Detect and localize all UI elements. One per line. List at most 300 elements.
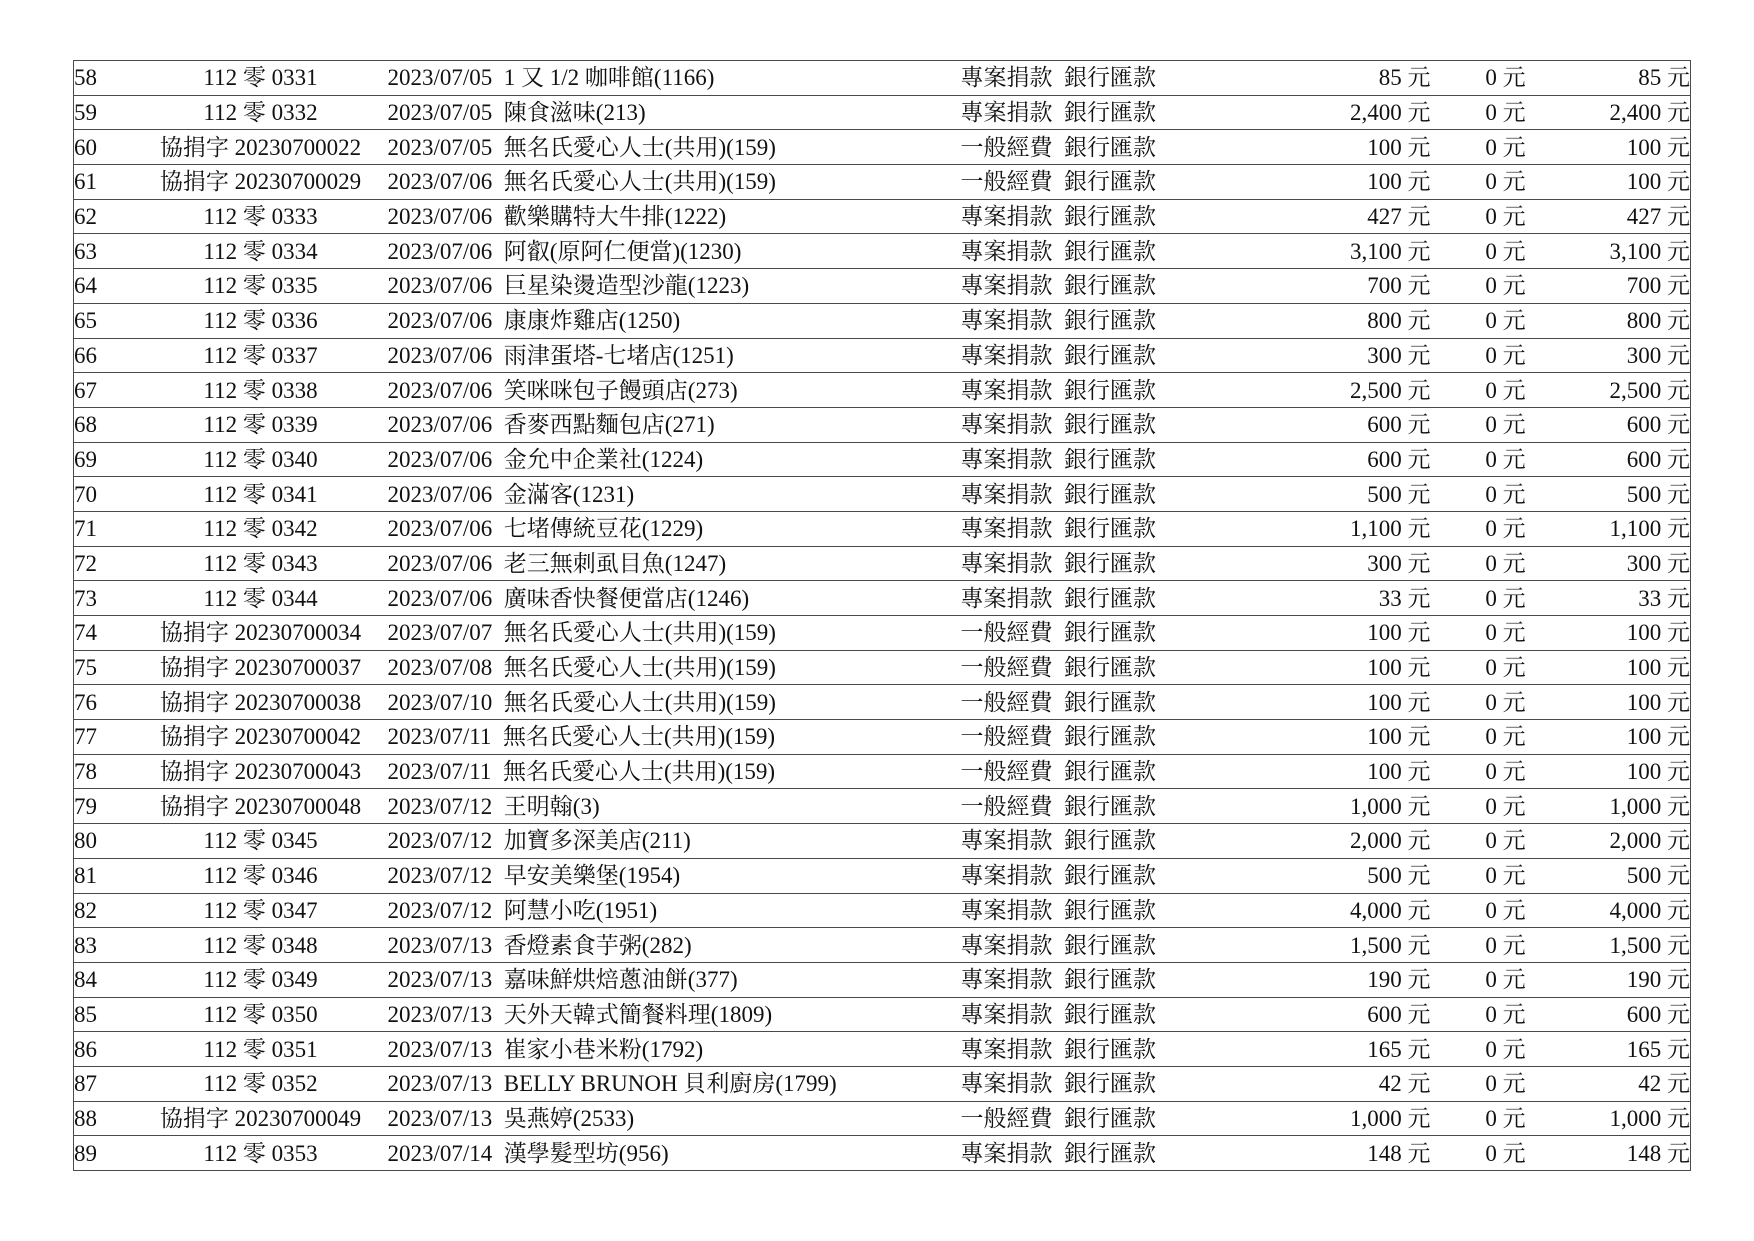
row-number: 58	[74, 61, 134, 96]
fee-amount: 0 元	[1431, 754, 1581, 789]
donation-date: 2023/07/05	[387, 100, 493, 126]
donation-purpose: 一般經費	[960, 620, 1053, 646]
donation-purpose: 專案捐款	[960, 967, 1053, 993]
payment-method: 銀行匯款	[1064, 238, 1156, 264]
net-amount: 100 元	[1581, 616, 1691, 651]
donation-date: 2023/07/13	[387, 1001, 493, 1027]
row-number: 74	[74, 616, 134, 651]
donation-date: 2023/07/12	[387, 897, 493, 923]
table-row	[74, 477, 1691, 512]
row-number: 80	[74, 824, 134, 859]
table-row	[74, 338, 1691, 373]
payment-method: 銀行匯款	[1064, 655, 1156, 681]
payment-method: 銀行匯款	[1064, 65, 1156, 91]
donation-amount: 148 元	[1281, 1136, 1431, 1171]
donation-category	[961, 962, 1281, 997]
row-number: 65	[74, 303, 134, 338]
receipt-number: 112 零 0342	[134, 511, 388, 546]
donor-name: 歡樂購特大牛排(1222)	[503, 204, 727, 230]
fee-amount: 0 元	[1431, 858, 1581, 893]
donor-name: 金允中企業社(1224)	[503, 446, 704, 472]
donor-name: 早安美樂堡(1954)	[503, 863, 681, 889]
donation-purpose: 專案捐款	[960, 1036, 1053, 1062]
donation-description	[388, 1032, 961, 1067]
donation-amount: 85 元	[1281, 61, 1431, 96]
donation-amount: 1,100 元	[1281, 511, 1431, 546]
donation-description	[388, 546, 961, 581]
donor-name: 康康炸雞店(1250)	[503, 308, 681, 334]
net-amount: 85 元	[1581, 61, 1691, 96]
donation-purpose: 一般經費	[960, 759, 1053, 785]
donation-purpose: 專案捐款	[960, 412, 1053, 438]
row-number: 81	[74, 858, 134, 893]
net-amount: 800 元	[1581, 303, 1691, 338]
donor-name: 陳食滋味(213)	[503, 100, 646, 126]
receipt-number: 112 零 0338	[134, 373, 388, 408]
fee-amount: 0 元	[1431, 442, 1581, 477]
net-amount: 190 元	[1581, 962, 1691, 997]
donation-category	[961, 1136, 1281, 1171]
net-amount: 2,500 元	[1581, 373, 1691, 408]
donation-category	[961, 269, 1281, 304]
donation-amount: 42 元	[1281, 1066, 1431, 1101]
donation-date: 2023/07/11	[387, 759, 492, 785]
donation-purpose: 專案捐款	[960, 863, 1053, 889]
donation-category	[961, 165, 1281, 200]
donation-date: 2023/07/05	[387, 134, 493, 160]
fee-amount: 0 元	[1431, 373, 1581, 408]
donation-description	[388, 720, 961, 755]
donation-description	[388, 824, 961, 859]
donation-category	[961, 61, 1281, 96]
table-row	[74, 1066, 1691, 1101]
donation-description	[388, 893, 961, 928]
receipt-number: 協捐字 20230700043	[134, 754, 388, 789]
donation-amount: 300 元	[1281, 546, 1431, 581]
payment-method: 銀行匯款	[1064, 342, 1156, 368]
row-number: 62	[74, 199, 134, 234]
donation-amount: 500 元	[1281, 858, 1431, 893]
donation-purpose: 專案捐款	[960, 932, 1053, 958]
net-amount: 100 元	[1581, 165, 1691, 200]
table-row	[74, 754, 1691, 789]
payment-method: 銀行匯款	[1064, 724, 1156, 750]
donation-category	[961, 130, 1281, 165]
donation-amount: 2,400 元	[1281, 95, 1431, 130]
donation-amount: 100 元	[1281, 165, 1431, 200]
table-row	[74, 1101, 1691, 1136]
payment-method: 銀行匯款	[1064, 967, 1156, 993]
donation-purpose: 專案捐款	[960, 481, 1053, 507]
donation-date: 2023/07/10	[387, 689, 493, 715]
donation-category	[961, 511, 1281, 546]
donor-name: 無名氏愛心人士(共用)(159)	[503, 169, 776, 195]
table-row	[74, 858, 1691, 893]
donor-name: 金滿客(1231)	[503, 481, 635, 507]
donation-date: 2023/07/13	[387, 1105, 493, 1131]
fee-amount: 0 元	[1431, 962, 1581, 997]
payment-method: 銀行匯款	[1064, 932, 1156, 958]
donation-date: 2023/07/05	[387, 65, 493, 91]
donation-category	[961, 373, 1281, 408]
donation-description	[388, 962, 961, 997]
net-amount: 100 元	[1581, 754, 1691, 789]
payment-method: 銀行匯款	[1064, 446, 1156, 472]
table-row	[74, 269, 1691, 304]
fee-amount: 0 元	[1431, 130, 1581, 165]
row-number: 63	[74, 234, 134, 269]
donation-purpose: 專案捐款	[960, 100, 1053, 126]
donation-amount: 3,100 元	[1281, 234, 1431, 269]
table-row	[74, 1136, 1691, 1171]
donation-amount: 100 元	[1281, 650, 1431, 685]
donation-description	[388, 1136, 961, 1171]
donation-date: 2023/07/06	[387, 446, 493, 472]
donation-description	[388, 61, 961, 96]
fee-amount: 0 元	[1431, 928, 1581, 963]
row-number: 75	[74, 650, 134, 685]
donor-name: 雨津蛋塔-七堵店(1251)	[503, 342, 734, 368]
fee-amount: 0 元	[1431, 338, 1581, 373]
receipt-number: 112 零 0345	[134, 824, 388, 859]
row-number: 67	[74, 373, 134, 408]
donation-date: 2023/07/13	[387, 1036, 493, 1062]
donation-description	[388, 789, 961, 824]
fee-amount: 0 元	[1431, 61, 1581, 96]
donation-description	[388, 130, 961, 165]
table-row	[74, 303, 1691, 338]
donor-name: 無名氏愛心人士(共用)(159)	[502, 724, 776, 750]
donor-name: 崔家小巷米粉(1792)	[503, 1036, 704, 1062]
donor-name: 無名氏愛心人士(共用)(159)	[503, 620, 776, 646]
row-number: 78	[74, 754, 134, 789]
payment-method: 銀行匯款	[1064, 793, 1156, 819]
fee-amount: 0 元	[1431, 720, 1581, 755]
donation-purpose: 專案捐款	[960, 550, 1053, 576]
donation-purpose: 專案捐款	[960, 1001, 1053, 1027]
receipt-number: 112 零 0347	[134, 893, 388, 928]
table-row	[74, 407, 1691, 442]
row-number: 76	[74, 685, 134, 720]
donation-amount: 1,500 元	[1281, 928, 1431, 963]
net-amount: 1,000 元	[1581, 789, 1691, 824]
table-row	[74, 234, 1691, 269]
donation-description	[388, 373, 961, 408]
payment-method: 銀行匯款	[1064, 481, 1156, 507]
donation-category	[961, 720, 1281, 755]
fee-amount: 0 元	[1431, 511, 1581, 546]
donation-description	[388, 650, 961, 685]
donation-amount: 100 元	[1281, 130, 1431, 165]
payment-method: 銀行匯款	[1064, 204, 1156, 230]
donor-name: 加寶多深美店(211)	[503, 828, 691, 854]
donation-category	[961, 1101, 1281, 1136]
table-row	[74, 928, 1691, 963]
fee-amount: 0 元	[1431, 199, 1581, 234]
donation-category	[961, 685, 1281, 720]
fee-amount: 0 元	[1431, 95, 1581, 130]
donation-description	[388, 165, 961, 200]
donor-name: 香麥西點麵包店(271)	[503, 412, 715, 438]
receipt-number: 協捐字 20230700037	[134, 650, 388, 685]
receipt-number: 112 零 0348	[134, 928, 388, 963]
net-amount: 165 元	[1581, 1032, 1691, 1067]
donation-category	[961, 95, 1281, 130]
donor-name: 吳燕婷(2533)	[503, 1105, 635, 1131]
donation-date: 2023/07/06	[387, 412, 493, 438]
donation-amount: 2,000 元	[1281, 824, 1431, 859]
donation-description	[388, 199, 961, 234]
fee-amount: 0 元	[1431, 824, 1581, 859]
receipt-number: 112 零 0335	[134, 269, 388, 304]
net-amount: 1,000 元	[1581, 1101, 1691, 1136]
donation-purpose: 一般經費	[960, 134, 1053, 160]
fee-amount: 0 元	[1431, 1066, 1581, 1101]
receipt-number: 112 零 0333	[134, 199, 388, 234]
donation-purpose: 專案捐款	[960, 377, 1053, 403]
donation-amount: 100 元	[1281, 720, 1431, 755]
receipt-number: 112 零 0352	[134, 1066, 388, 1101]
donation-date: 2023/07/06	[387, 481, 493, 507]
donor-name: 無名氏愛心人士(共用)(159)	[503, 134, 776, 160]
receipt-number: 協捐字 20230700038	[134, 685, 388, 720]
donation-amount: 2,500 元	[1281, 373, 1431, 408]
fee-amount: 0 元	[1431, 546, 1581, 581]
donation-date: 2023/07/06	[387, 550, 493, 576]
net-amount: 700 元	[1581, 269, 1691, 304]
donation-amount: 700 元	[1281, 269, 1431, 304]
donor-name: 1 又 1/2 咖啡館(1166)	[503, 65, 715, 91]
table-row	[74, 1032, 1691, 1067]
payment-method: 銀行匯款	[1064, 273, 1156, 299]
donation-category	[961, 442, 1281, 477]
donor-name: 老三無刺虱目魚(1247)	[503, 550, 727, 576]
receipt-number: 112 零 0340	[134, 442, 388, 477]
donation-amount: 1,000 元	[1281, 789, 1431, 824]
fee-amount: 0 元	[1431, 581, 1581, 616]
payment-method: 銀行匯款	[1064, 516, 1156, 542]
donation-category	[961, 789, 1281, 824]
table-row	[74, 95, 1691, 130]
net-amount: 2,400 元	[1581, 95, 1691, 130]
row-number: 64	[74, 269, 134, 304]
payment-method: 銀行匯款	[1064, 412, 1156, 438]
donation-category	[961, 1032, 1281, 1067]
donation-category	[961, 616, 1281, 651]
donation-date: 2023/07/06	[387, 169, 493, 195]
donation-description	[388, 858, 961, 893]
donation-amount: 300 元	[1281, 338, 1431, 373]
donation-description	[388, 234, 961, 269]
fee-amount: 0 元	[1431, 303, 1581, 338]
receipt-number: 112 零 0341	[134, 477, 388, 512]
net-amount: 100 元	[1581, 650, 1691, 685]
fee-amount: 0 元	[1431, 893, 1581, 928]
donation-description	[388, 442, 961, 477]
donor-name: 天外天韓式簡餐料理(1809)	[503, 1001, 773, 1027]
table-row	[74, 997, 1691, 1032]
receipt-number: 112 零 0343	[134, 546, 388, 581]
donation-amount: 1,000 元	[1281, 1101, 1431, 1136]
donation-purpose: 一般經費	[960, 724, 1053, 750]
receipt-number: 112 零 0344	[134, 581, 388, 616]
donation-purpose: 一般經費	[960, 1105, 1053, 1131]
donor-name: 阿叡(原阿仁便當)(1230)	[503, 238, 742, 264]
row-number: 77	[74, 720, 134, 755]
donor-name: 王明翰(3)	[503, 793, 600, 819]
donation-date: 2023/07/06	[387, 377, 493, 403]
fee-amount: 0 元	[1431, 1101, 1581, 1136]
donation-amount: 600 元	[1281, 997, 1431, 1032]
table-row	[74, 650, 1691, 685]
donation-description	[388, 269, 961, 304]
payment-method: 銀行匯款	[1064, 134, 1156, 160]
table-row	[74, 130, 1691, 165]
row-number: 66	[74, 338, 134, 373]
donation-purpose: 專案捐款	[960, 342, 1053, 368]
donation-purpose: 一般經費	[960, 689, 1053, 715]
table-row	[74, 511, 1691, 546]
payment-method: 銀行匯款	[1064, 759, 1156, 785]
receipt-number: 112 零 0346	[134, 858, 388, 893]
donation-category	[961, 893, 1281, 928]
donation-category	[961, 754, 1281, 789]
row-number: 85	[74, 997, 134, 1032]
donation-amount: 4,000 元	[1281, 893, 1431, 928]
donation-purpose: 專案捐款	[960, 238, 1053, 264]
donation-description	[388, 338, 961, 373]
payment-method: 銀行匯款	[1064, 1105, 1156, 1131]
net-amount: 600 元	[1581, 407, 1691, 442]
payment-method: 銀行匯款	[1064, 585, 1156, 611]
donation-category	[961, 581, 1281, 616]
receipt-number: 112 零 0349	[134, 962, 388, 997]
donation-date: 2023/07/12	[387, 793, 493, 819]
net-amount: 600 元	[1581, 997, 1691, 1032]
row-number: 61	[74, 165, 134, 200]
donation-purpose: 一般經費	[960, 655, 1053, 681]
receipt-number: 協捐字 20230700029	[134, 165, 388, 200]
row-number: 84	[74, 962, 134, 997]
row-number: 69	[74, 442, 134, 477]
donation-description	[388, 581, 961, 616]
donation-date: 2023/07/06	[387, 238, 493, 264]
payment-method: 銀行匯款	[1064, 1071, 1156, 1097]
fee-amount: 0 元	[1431, 165, 1581, 200]
donor-name: 無名氏愛心人士(共用)(159)	[503, 689, 776, 715]
row-number: 59	[74, 95, 134, 130]
donation-date: 2023/07/06	[387, 204, 493, 230]
payment-method: 銀行匯款	[1064, 1001, 1156, 1027]
donation-category	[961, 338, 1281, 373]
donation-purpose: 專案捐款	[960, 308, 1053, 334]
row-number: 86	[74, 1032, 134, 1067]
donation-description	[388, 928, 961, 963]
row-number: 70	[74, 477, 134, 512]
fee-amount: 0 元	[1431, 407, 1581, 442]
donation-date: 2023/07/07	[387, 620, 493, 646]
row-number: 72	[74, 546, 134, 581]
row-number: 73	[74, 581, 134, 616]
payment-method: 銀行匯款	[1064, 828, 1156, 854]
donation-table	[73, 60, 1691, 1171]
table-row	[74, 962, 1691, 997]
donor-name: 七堵傳統豆花(1229)	[503, 516, 704, 542]
payment-method: 銀行匯款	[1064, 377, 1156, 403]
donation-table-body	[74, 61, 1691, 1171]
table-row	[74, 442, 1691, 477]
donation-date: 2023/07/06	[387, 308, 493, 334]
donation-purpose: 專案捐款	[960, 65, 1053, 91]
payment-method: 銀行匯款	[1064, 550, 1156, 576]
receipt-number: 協捐字 20230700034	[134, 616, 388, 651]
receipt-number: 112 零 0331	[134, 61, 388, 96]
donation-date: 2023/07/06	[387, 342, 493, 368]
donation-category	[961, 1066, 1281, 1101]
fee-amount: 0 元	[1431, 1032, 1581, 1067]
payment-method: 銀行匯款	[1064, 308, 1156, 334]
donation-date: 2023/07/13	[387, 932, 493, 958]
donor-name: 巨星染燙造型沙龍(1223)	[503, 273, 750, 299]
fee-amount: 0 元	[1431, 997, 1581, 1032]
donation-amount: 500 元	[1281, 477, 1431, 512]
donation-description	[388, 511, 961, 546]
donation-date: 2023/07/06	[387, 585, 493, 611]
payment-method: 銀行匯款	[1064, 1036, 1156, 1062]
donation-purpose: 專案捐款	[960, 585, 1053, 611]
row-number: 88	[74, 1101, 134, 1136]
donation-category	[961, 546, 1281, 581]
fee-amount: 0 元	[1431, 477, 1581, 512]
donation-date: 2023/07/14	[387, 1140, 493, 1166]
net-amount: 100 元	[1581, 685, 1691, 720]
net-amount: 33 元	[1581, 581, 1691, 616]
donation-category	[961, 407, 1281, 442]
net-amount: 100 元	[1581, 720, 1691, 755]
fee-amount: 0 元	[1431, 685, 1581, 720]
donation-category	[961, 858, 1281, 893]
receipt-number: 112 零 0339	[134, 407, 388, 442]
net-amount: 3,100 元	[1581, 234, 1691, 269]
fee-amount: 0 元	[1431, 1136, 1581, 1171]
table-row	[74, 61, 1691, 96]
fee-amount: 0 元	[1431, 269, 1581, 304]
receipt-number: 協捐字 20230700049	[134, 1101, 388, 1136]
receipt-number: 112 零 0353	[134, 1136, 388, 1171]
donation-category	[961, 824, 1281, 859]
donation-category	[961, 928, 1281, 963]
row-number: 87	[74, 1066, 134, 1101]
row-number: 89	[74, 1136, 134, 1171]
payment-method: 銀行匯款	[1064, 689, 1156, 715]
donation-purpose: 專案捐款	[960, 446, 1053, 472]
receipt-number: 112 零 0332	[134, 95, 388, 130]
donation-date: 2023/07/12	[387, 828, 493, 854]
donor-name: 漢學髮型坊(956)	[503, 1140, 669, 1166]
donation-amount: 100 元	[1281, 754, 1431, 789]
donation-date: 2023/07/13	[387, 967, 493, 993]
table-row	[74, 789, 1691, 824]
donation-description	[388, 95, 961, 130]
donation-purpose: 一般經費	[960, 169, 1053, 195]
donor-name: 無名氏愛心人士(共用)(159)	[502, 759, 776, 785]
donation-amount: 600 元	[1281, 442, 1431, 477]
table-row	[74, 373, 1691, 408]
payment-method: 銀行匯款	[1064, 1140, 1156, 1166]
donation-purpose: 一般經費	[960, 793, 1053, 819]
net-amount: 1,100 元	[1581, 511, 1691, 546]
payment-method: 銀行匯款	[1064, 863, 1156, 889]
